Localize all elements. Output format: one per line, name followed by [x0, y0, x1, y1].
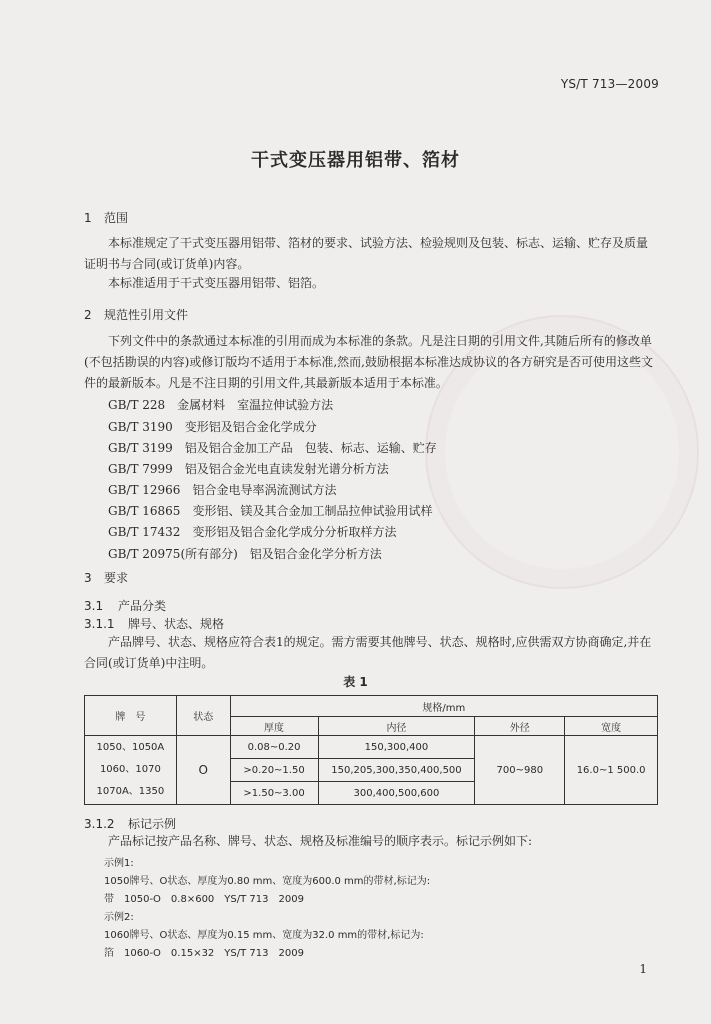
section-title: 要求 — [104, 571, 129, 585]
subsection-number: 3.1 — [84, 599, 104, 613]
inner-diameter-cell: 150,205,300,350,400,500 — [318, 759, 475, 782]
header-temper: 状态 — [176, 696, 230, 736]
header-width: 宽度 — [565, 717, 658, 736]
grade-value: 1060、1070 — [99, 764, 161, 775]
temper-cell: O — [176, 736, 230, 805]
reference-item: GB/T 3199 铝及铝合金加工产品 包装、标志、运输、贮存 — [108, 441, 437, 455]
subsection-number: 3.1.1 — [84, 617, 115, 631]
header-grade: 牌 号 — [85, 696, 177, 736]
section-number: 3 — [84, 571, 92, 585]
reference-item: GB/T 12966 铝合金电导率涡流测试方法 — [108, 483, 337, 497]
inner-diameter-cell: 150,300,400 — [318, 736, 475, 759]
example-1-label: 示例1: — [104, 858, 134, 869]
example-1-description: 1050牌号、O状态、厚度为0.80 mm、宽度为600.0 mm的带材,标记为: — [104, 876, 431, 887]
thickness-cell: >1.50~3.00 — [230, 782, 318, 805]
section-number: 2 — [84, 308, 92, 322]
grade-value: 1070A、1350 — [96, 786, 165, 797]
standard-number: YS/T 713—2009 — [560, 77, 659, 91]
reference-item: GB/T 228 金属材料 室温拉伸试验方法 — [108, 398, 334, 412]
subsection-title: 产品分类 — [118, 599, 167, 613]
subsection-3-1-2-heading — [84, 815, 176, 832]
spec-table — [84, 695, 658, 805]
section-3-paragraph: 产品牌号、状态、规格应符合表1的规定。需方需要其他牌号、状态、规格时,应供需双方协商确定,并在合同(或订货单)中注明。 — [84, 635, 652, 670]
thickness-cell: >0.20~1.50 — [230, 759, 318, 782]
header-inner-diameter: 内径 — [318, 717, 475, 736]
marking-paragraph: 产品标记按产品名称、牌号、状态、规格及标准编号的顺序表示。标记示例如下: — [108, 834, 533, 848]
subsection-3-1-1-heading — [84, 615, 224, 632]
reference-item: GB/T 3190 变形铝及铝合金化学成分 — [108, 420, 317, 434]
section-1-heading — [84, 209, 128, 226]
section-number: 1 — [84, 211, 92, 225]
table-caption: 表 1 — [343, 675, 368, 689]
section-title: 范围 — [104, 211, 129, 225]
header-spec: 规格/mm — [230, 696, 657, 717]
width-cell: 16.0~1 500.0 — [565, 736, 658, 805]
section-3-heading — [84, 569, 128, 586]
outer-diameter-cell: 700~980 — [475, 736, 565, 805]
section-1-paragraph-2: 本标准适用于干式变压器用铝带、铝箔。 — [108, 276, 325, 290]
header-outer-diameter: 外径 — [475, 717, 565, 736]
subsection-title: 标记示例 — [128, 817, 177, 831]
section-2-heading — [84, 306, 188, 323]
section-title: 规范性引用文件 — [104, 308, 189, 322]
example-2-description: 1060牌号、O状态、厚度为0.15 mm、宽度为32.0 mm的带材,标记为: — [104, 930, 424, 941]
header-thickness: 厚度 — [230, 717, 318, 736]
subsection-3-1-heading — [84, 597, 166, 614]
page-number: 1 — [639, 962, 647, 976]
section-2-paragraph: 下列文件中的条款通过本标准的引用而成为本标准的条款。凡是注日期的引用文件,其随后所有的修改单(不包括勘误的内容)或修订版均不适用于本标准,然而,鼓励根据本标准达成协议的各方研究是否可使用这些文件的最新版本。凡是不注日期的引用文件,其最新版本适用于本标准。 — [84, 334, 653, 390]
example-1-mark: 带 1050-O 0.8×600 YS/T 713 2009 — [104, 894, 304, 905]
grade-cell — [85, 736, 177, 805]
reference-item: GB/T 7999 铝及铝合金光电直读发射光谱分析方法 — [108, 462, 389, 476]
reference-item: GB/T 16865 变形铝、镁及其合金加工制品拉伸试验用试样 — [108, 504, 433, 518]
grade-value: 1050、1050A — [96, 742, 165, 753]
subsection-number: 3.1.2 — [84, 817, 115, 831]
inner-diameter-cell: 300,400,500,600 — [318, 782, 475, 805]
reference-item: GB/T 20975(所有部分) 铝及铝合金化学分析方法 — [108, 547, 382, 561]
thickness-cell: 0.08~0.20 — [230, 736, 318, 759]
reference-item: GB/T 17432 变形铝及铝合金化学成分分析取样方法 — [108, 525, 397, 539]
example-2-mark: 箔 1060-O 0.15×32 YS/T 713 2009 — [104, 948, 304, 959]
section-1-paragraph-1: 本标准规定了干式变压器用铝带、箔材的要求、试验方法、检验规则及包装、标志、运输、贮存及质量证明书与合同(或订货单)内容。 — [84, 236, 649, 271]
document-title: 干式变压器用铝带、箔材 — [251, 150, 460, 171]
subsection-title: 牌号、状态、规格 — [128, 617, 225, 631]
example-2-label: 示例2: — [104, 912, 134, 923]
